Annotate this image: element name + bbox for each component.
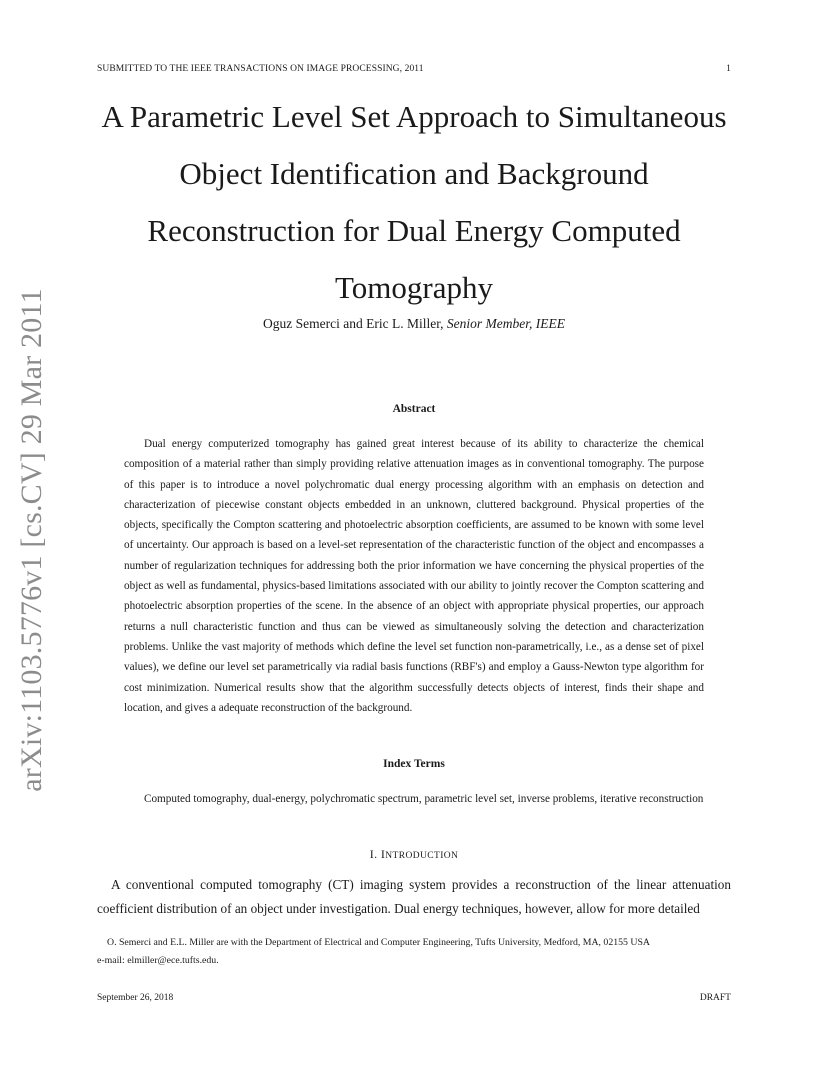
running-head-text: SUBMITTED TO THE IEEE TRANSACTIONS ON IMAGE PROCESSING, 2011: [97, 64, 424, 74]
page-footer: [97, 993, 731, 1003]
author-membership: Senior Member, IEEE: [446, 316, 565, 331]
introduction-text: A conventional computed tomography (CT) imaging system provides a reconstruction of the linear attenuation coefficient distribution of an object under investigation. Dual energy techniques, however, allow for more detailed: [97, 877, 731, 916]
running-header: [97, 64, 731, 74]
footer-date: September 26, 2018: [97, 993, 174, 1003]
footer-status: DRAFT: [699, 993, 731, 1003]
heading-rest: NTRODUCTION: [385, 851, 459, 861]
author-line: [97, 316, 731, 332]
introduction-heading: [97, 847, 731, 862]
affiliation-footnote: [97, 934, 731, 970]
author-names: Oguz Semerci and Eric L. Miller,: [263, 316, 444, 331]
footnote-affiliation: O. Semerci and E.L. Miller are with the Department of Electrical and Computer Engineering, Tufts University, Medford, MA, 02155 USA: [107, 937, 650, 948]
arxiv-stamp-text: arXiv:1103.5776v1 [cs.CV] 29 Mar 2011: [15, 288, 48, 792]
paper-title: A Parametric Level Set Approach to Simultaneous Object Identification and Background Reconstruction for Dual Energy Computed Tomography: [101, 99, 727, 305]
index-terms-heading: Index Terms: [383, 758, 445, 770]
section-numeral: I.: [369, 847, 378, 861]
footnote-email: e-mail: elmiller@ece.tufts.edu.: [97, 955, 219, 966]
abstract-text: Dual energy computerized tomography has gained great interest because of its ability to characterize the chemical composition of a material rather than simply providing relative attenuation images as in conventional tomography. The purpose of this paper is to introduce a novel polychromatic dual energy processing algorithm with an emphasis on detection and characterization of piecewise constant objects embedded in an unknown, cluttered background. Physical properties of the objects, specifically the Compton scattering and photoelectric absorption coefficients, are assumed to be known with some level of uncertainty. Our approach is based on a level-set representation of the characteristic function of the object and encompasses a number of regularization techniques for addressing both the prior information we have concerning the physical properties of the object as well as fundamental, physics-based limitations associated with our ability to jointly recover the Compton scattering and photoelectric absorption properties of the scene. In the absence of an object with appropriate physical properties, our approach returns a null characteristic function and thus can be viewed as simultaneously solving the detection and characterization problems. Unlike the vast majority of methods which define the level set function non-parametrically, i.e., as a dense set of pixel values), we define our level set parametrically via radial basis functions (RBF's) and employ a Gauss-Newton type algorithm for cost minimization. Numerical results show that the algorithm successfully detects objects of interest, finds their shape and location, and gives a adequate reconstruction of the background.: [124, 438, 704, 714]
abstract-heading: Abstract: [392, 403, 436, 415]
index-terms-text: Computed tomography, dual-energy, polychromatic spectrum, parametric level set, inverse problems, iterative reconstruction: [144, 793, 704, 805]
heading-initial: I: [380, 847, 386, 861]
page-number: 1: [726, 64, 731, 74]
